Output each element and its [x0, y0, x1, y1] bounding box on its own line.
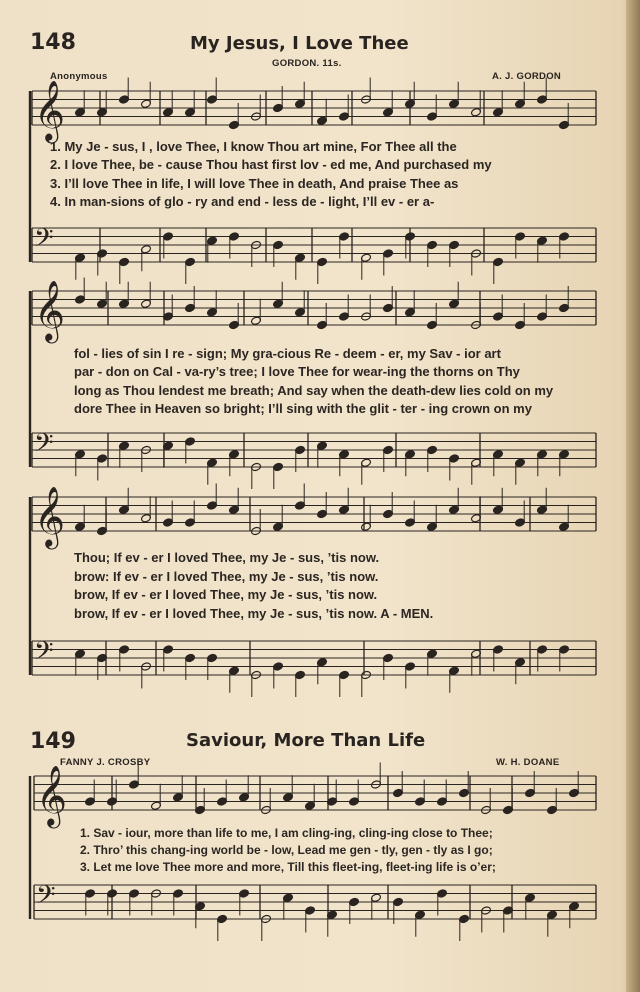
hymn-number: 148: [30, 30, 76, 55]
lyric-line: 4. In man-sions of glo - ry and end - less de - light, I’ll ev - er a-: [50, 194, 435, 209]
words-credit: FANNY J. CROSBY: [60, 757, 151, 768]
lyric-line: 1. Sav - iour, more than life to me, I am cling-ing, cling-ing close to Thee;: [80, 826, 493, 840]
treble-clef: 𝄞: [34, 280, 66, 341]
bass-clef: 𝄢: [34, 637, 54, 672]
hymn-title: My Jesus, I Love Thee: [190, 33, 409, 54]
lyric-line: long as Thou lendest me breath; And say when the death-dew lies cold on my: [74, 383, 554, 398]
lyric-line: 3. I’ll love Thee in life, I will love Thee in death, And praise Thee as: [50, 176, 459, 191]
tune-name: GORDON. 11s.: [272, 58, 342, 69]
music-credit: A. J. GORDON: [492, 71, 562, 82]
lyric-line: 3. Let me love Thee more and more, Till this fleet-ing, fleet-ing life is o’er;: [80, 860, 496, 874]
lyric-line: 1. My Je - sus, I , love Thee, I know Thou art mine, For Thee all the: [50, 139, 457, 154]
words-credit: Anonymous: [50, 71, 108, 82]
treble-clef: 𝄞: [34, 486, 66, 547]
hymn-number: 149: [30, 729, 76, 754]
lyric-line: brow, If ev - er I loved Thee, my Je - sus, ’tis now.: [74, 587, 378, 602]
music-credit: W. H. DOANE: [496, 757, 560, 768]
bass-clef: 𝄢: [36, 881, 56, 916]
lyric-line: dore Thee in Heaven so bright; I’ll sing with the glit - ter - ing crown on my: [74, 401, 532, 416]
lyric-line: par - don on Cal - va-ry’s tree; I love Thee for wear-ing the thorns on Thy: [74, 364, 520, 379]
lyric-line: brow, If ev - er I loved Thee, my Je - sus, ’tis now. A - MEN.: [74, 606, 434, 621]
bass-clef: 𝄢: [34, 224, 54, 259]
lyric-line: fol - lies of sin I re - sign; My gra-cious Re - deem - er, my Sav - ior art: [74, 346, 501, 361]
lyric-line: Thou; If ev - er I loved Thee, my Je - sus, ’tis now.: [74, 550, 380, 565]
bass-clef: 𝄢: [34, 429, 54, 464]
hymn-title: Saviour, More Than Life: [186, 730, 426, 751]
treble-clef: 𝄞: [36, 765, 68, 826]
treble-clef: 𝄞: [34, 80, 66, 141]
lyric-line: brow: If ev - er I loved Thee, my Je - sus, ’tis now.: [74, 569, 379, 584]
lyric-line: 2. Thro’ this chang-ing world be - low, Lead me gen - tly, gen - tly as I go;: [80, 843, 493, 857]
lyric-line: 2. I love Thee, be - cause Thou hast first lov - ed me, And purchased my: [50, 157, 492, 172]
